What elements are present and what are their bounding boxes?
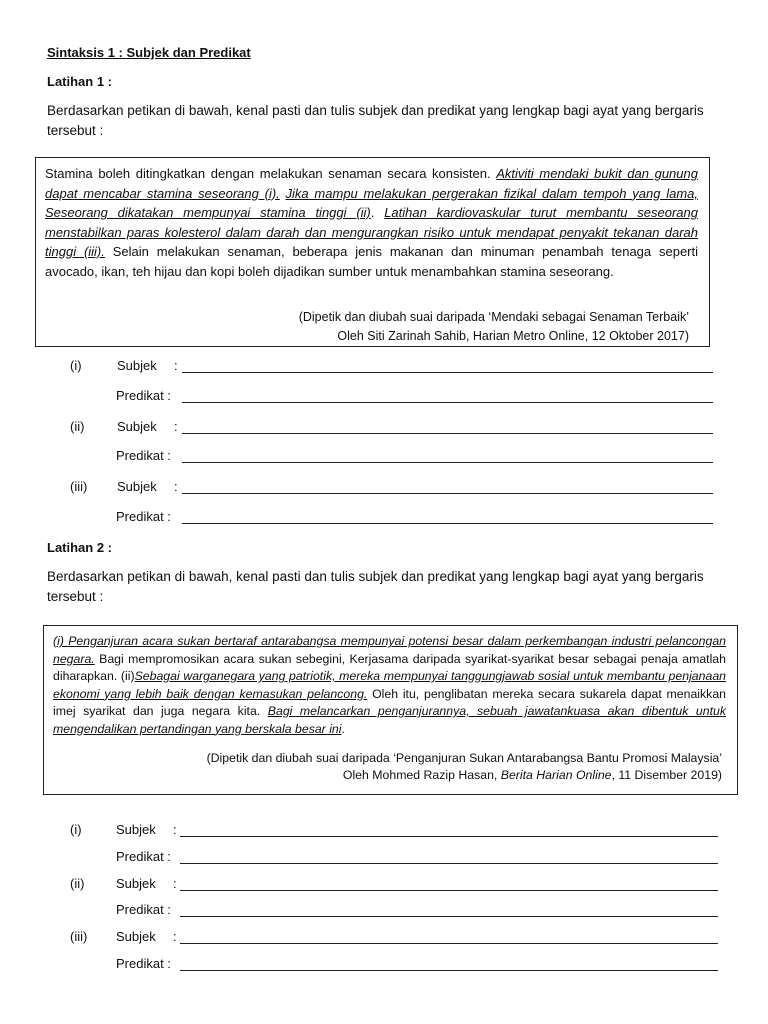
underlined-sentence: Bagi melancarkan penganjurannya, sebuah jawatankuasa akan dibentuk untuk mengendalikan pertandingan yang berskala besar ini <box>53 704 726 736</box>
latihan-2-answer-ii-subjek <box>70 876 725 894</box>
subjek-label: Subjek <box>117 419 157 434</box>
predikat-label: Predikat : <box>116 902 171 917</box>
answer-number: (i) <box>70 822 82 837</box>
latihan-2-answer-ii-predikat <box>70 902 725 920</box>
latihan-1-source-line-2: Oleh Siti Zarinah Sahib, Harian Metro Online, 12 Oktober 2017) <box>337 329 689 343</box>
passage-text: Stamina boleh ditingkatkan dengan melakukan senaman secara konsisten. <box>45 166 497 181</box>
predikat-answer-line[interactable] <box>182 523 713 524</box>
source-author: Oleh Mohmed Razip Hasan, <box>342 768 501 782</box>
latihan-1-answer-iii-predikat <box>70 509 720 527</box>
latihan-2-source-line-1: (Dipetik dan diubah suai daripada ‘Penganjuran Sukan Antarabangsa Bantu Promosi Malaysia’ <box>206 751 722 765</box>
subjek-answer-line[interactable] <box>180 943 718 944</box>
subjek-label: Subjek <box>116 822 156 837</box>
predikat-label: Predikat : <box>116 509 171 524</box>
passage-text: Selain melakukan senaman, beberapa jenis makanan dan minuman penambah tenaga seperti avocado, ikan, teh hijau dan kopi boleh dijadikan sumber untuk menambahkan stamina seseorang. <box>45 244 699 279</box>
subjek-answer-line[interactable] <box>180 890 718 891</box>
latihan-2-passage-box <box>43 625 738 795</box>
subjek-colon: : <box>174 358 178 373</box>
subjek-answer-line[interactable] <box>180 836 718 837</box>
answer-number: (iii) <box>70 479 88 494</box>
underlined-sentence: Latihan kardiovaskular turut membantu seseorang menstabilkan paras kolesterol dalam darah dan mengurangkan risiko untuk mendapat penyakit tekanan darah tinggi (iii). <box>45 205 698 259</box>
predikat-label: Predikat : <box>116 388 171 403</box>
predikat-label: Predikat : <box>116 849 171 864</box>
latihan-2-source-line-2 <box>343 766 722 785</box>
subjek-colon: : <box>173 929 177 944</box>
passage-text: . <box>341 721 345 736</box>
latihan-1-passage-box <box>35 157 710 347</box>
page-title: Sintaksis 1 : Subjek dan Predikat <box>47 45 251 60</box>
source-publication: Berita Harian Online <box>500 768 612 782</box>
latihan-1-title: Latihan 1 : <box>47 74 113 89</box>
latihan-2-answer-i-subjek <box>70 822 725 840</box>
predikat-label: Predikat : <box>116 448 171 463</box>
predikat-answer-line[interactable] <box>182 462 713 463</box>
underlined-sentence: (i) Penganjuran acara sukan bertaraf antarabangsa mempunyai potensi besar dalam perkembangan industri pelancongan negara. <box>53 634 726 666</box>
latihan-1-answer-ii-subjek <box>70 419 720 437</box>
latihan-1-answer-iii-subjek <box>70 479 720 497</box>
latihan-2-answer-i-predikat <box>70 849 725 867</box>
latihan-2-answer-iii-subjek <box>70 929 725 947</box>
passage-text: . <box>370 205 385 220</box>
latihan-1-passage <box>45 164 698 281</box>
passage-text: Bagi mempromosikan acara sukan sebegini, Kerjasama daripada syarikat-syarikat besar sebagai penaja amatlah diharapkan. (ii) <box>53 651 726 683</box>
underlined-sentence: Sebagai warganegara yang patriotik, mereka mempunyai tanggungjawab sosial untuk membantu penjanaan ekonomi yang lebih baik dengan kemasukan pelancong. <box>53 669 726 701</box>
predikat-answer-line[interactable] <box>182 402 713 403</box>
latihan-2-passage <box>53 633 726 738</box>
predikat-answer-line[interactable] <box>180 863 718 864</box>
passage-text: Oleh itu, penglibatan mereka secara sukarela dapat menaikkan imej syarikat dan juga negara kita. <box>53 686 726 718</box>
subjek-label: Subjek <box>117 479 157 494</box>
predikat-answer-line[interactable] <box>180 970 718 971</box>
source-date: , 11 Disember 2019) <box>611 768 722 782</box>
latihan-2-answer-iii-predikat <box>70 956 725 974</box>
answer-number: (ii) <box>70 419 85 434</box>
latihan-2-title: Latihan 2 : <box>47 540 113 555</box>
subjek-answer-line[interactable] <box>182 493 713 494</box>
subjek-colon: : <box>173 822 177 837</box>
subjek-label: Subjek <box>117 358 157 373</box>
latihan-1-answer-i-predikat <box>70 388 720 406</box>
underlined-sentence: Jika mampu melakukan pergerakan fizikal dalam tempoh yang lama, Seseorang dikatakan mempunyai stamina tinggi (ii) <box>45 185 698 220</box>
subjek-answer-line[interactable] <box>182 372 713 373</box>
latihan-1-answer-i-subjek <box>70 358 720 376</box>
latihan-1-source-line-1: (Dipetik dan diubah suai daripada ‘Mendaki sebagai Senaman Terbaik’ <box>298 310 689 324</box>
subjek-colon: : <box>174 479 178 494</box>
answer-number: (iii) <box>70 929 88 944</box>
latihan-1-instruction: Berdasarkan petikan di bawah, kenal pasti dan tulis subjek dan predikat yang lengkap bagi ayat yang bergaris tersebut : <box>47 103 704 138</box>
predikat-answer-line[interactable] <box>180 916 718 917</box>
predikat-label: Predikat : <box>116 956 171 971</box>
subjek-label: Subjek <box>116 929 156 944</box>
latihan-2-instruction: Berdasarkan petikan di bawah, kenal pasti dan tulis subjek dan predikat yang lengkap bagi ayat yang bergaris tersebut : <box>47 569 704 604</box>
underlined-sentence: Aktiviti mendaki bukit dan gunung dapat mencabar stamina seseorang (i). <box>45 166 698 201</box>
subjek-label: Subjek <box>116 876 156 891</box>
subjek-colon: : <box>173 876 177 891</box>
latihan-1-answer-ii-predikat <box>70 448 720 466</box>
answer-number: (ii) <box>70 876 85 891</box>
subjek-colon: : <box>174 419 178 434</box>
answer-number: (i) <box>70 358 82 373</box>
subjek-answer-line[interactable] <box>182 433 713 434</box>
